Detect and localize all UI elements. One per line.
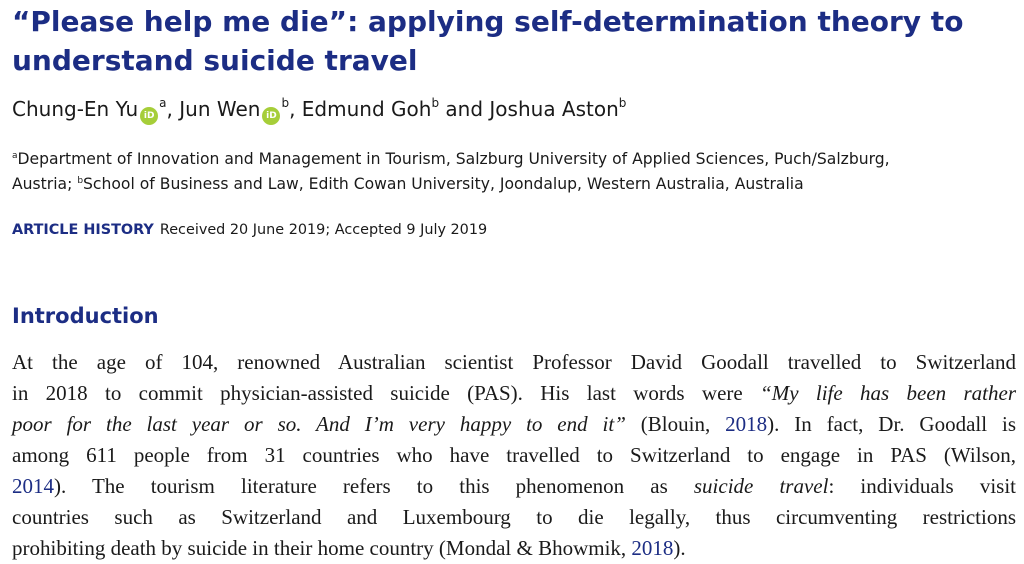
author-separator: and [439,97,490,121]
text-run: (Blouin, [625,412,726,436]
quote-text: poor for the last year or so. And I’m very happy to end it” [12,412,626,436]
paragraph-line [12,533,1016,564]
article-history-label: ARTICLE HISTORY [12,222,154,238]
author-name: Jun Wen [179,97,261,121]
author-separator: , [289,97,302,121]
affiliation-mark: b [281,96,290,110]
affiliation-mark: b [618,96,627,110]
article-history-dates: Received 20 June 2019; Accepted 9 July 2019 [159,222,488,238]
text-run: in 2018 to commit physician-assisted suicide (PAS). His last words were [12,381,761,405]
author-name: Edmund Goh [301,97,432,121]
author-separator: , [166,97,180,121]
paragraph-line [12,471,1016,502]
citation-link[interactable]: 2014 [12,474,54,498]
paragraph-line [12,378,1016,409]
title-line-2: understand suicide travel [12,44,418,77]
affiliation-text: School of Business and Law, Edith Cowan University, Joondalup, Western Australia, Australia [83,175,804,193]
citation-link[interactable]: 2018 [725,412,768,436]
paragraph-line [12,409,1016,440]
title-line-1: “Please help me die”: applying self-determination theory to [12,5,964,38]
paragraph-line [12,440,1016,471]
orcid-icon[interactable]: iD [140,107,158,125]
article-history [12,219,487,241]
author-name: Joshua Aston [489,97,619,121]
term-text: suicide travel [693,474,829,498]
affiliation-line-2 [12,172,1016,197]
affiliation-mark: a [12,151,18,161]
paragraph-line [12,347,1016,378]
text-run: prohibiting death by suicide in their home country (Mondal & Bhowmik, [12,536,632,560]
text-run: At the age of 104, renowned Australian scientist Professor David Goodall travelled to Switzerland [12,350,1016,374]
paragraph-line [12,502,1016,533]
text-run: ). [673,536,686,560]
affiliation-text: Department of Innovation and Management in Tourism, Salzburg University of Applied Sciences, Puch/Salzburg, [17,150,890,168]
affiliation-text: Austria; [12,175,78,193]
author-list [12,93,626,125]
section-heading: Introduction [12,304,159,328]
author-name: Chung-En Yu [12,97,139,121]
text-run: ). In fact, Dr. Goodall is [767,412,1016,436]
text-run: among 611 people from 31 countries who have travelled to Switzerland to engage in PAS (Wilson, [12,443,1016,467]
text-run: countries such as Switzerland and Luxembourg to die legally, thus circumventing restrictions [12,505,1016,529]
article-title [12,2,1016,80]
quote-text: “My life has been rather [760,381,1016,405]
affiliation-line-1 [12,147,1016,172]
orcid-icon[interactable]: iD [262,107,280,125]
affiliation-mark: b [431,96,440,110]
citation-link[interactable]: 2018 [631,536,674,560]
affiliation-mark: b [77,176,84,186]
text-run: : individuals visit [828,474,1017,498]
text-run: ). The tourism literature refers to this phenomenon as [54,474,694,498]
affiliation-mark: a [159,96,167,110]
body-paragraph [12,347,1016,564]
article-page [12,0,1016,564]
affiliations [12,147,1016,197]
